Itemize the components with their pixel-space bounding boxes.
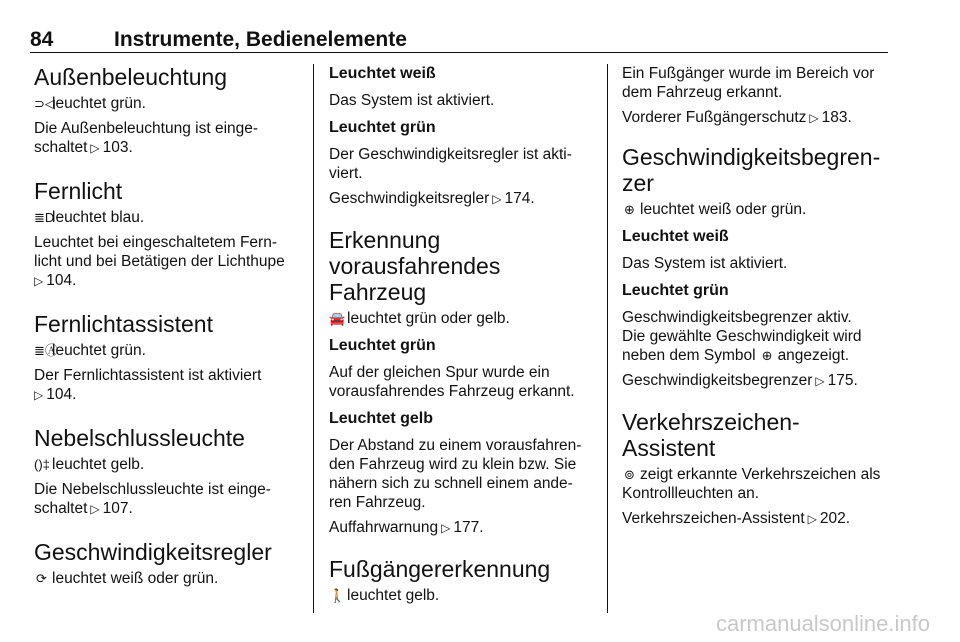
section-title: zer [622, 170, 654, 196]
page-ref-arrow-icon: ▷ [809, 111, 819, 125]
section-title: Geschwindigkeitsbegren- [622, 144, 881, 170]
section-title: Erkennung [329, 227, 441, 253]
body-text: Die gewählte Geschwindigkeit wird [622, 328, 862, 345]
page-ref[interactable]: 183. [821, 109, 852, 126]
section-title: Fernlicht [34, 178, 123, 204]
page-ref-arrow-icon: ▷ [492, 192, 502, 206]
body-text: vorausfahrendes Fahrzeug erkannt. [329, 383, 575, 400]
speed-limiter-icon: ⊕ [624, 202, 635, 217]
body-text: Leuchtet bei eingeschaltetem Fern- [34, 234, 277, 251]
body-text: Auffahrwarnung [329, 519, 439, 536]
page-ref[interactable]: 175. [827, 372, 858, 389]
body-text: Geschwindigkeitsbegrenzer [622, 372, 813, 389]
body-text: Geschwindigkeitsbegrenzer aktiv. [622, 309, 852, 326]
column-1 [34, 64, 302, 588]
subsection-title: Leuchtet grün [622, 282, 729, 299]
indicator-text: leuchtet grün. [52, 95, 146, 112]
section-title: Außenbeleuchtung [34, 64, 228, 90]
indicator-text: leuchtet grün. [52, 342, 146, 359]
body-text: Die Nebelschlussleuchte ist einge- [34, 481, 271, 498]
body-text: Der Abstand zu einem vorausfahren- [329, 437, 582, 454]
page-ref-arrow-icon: ▷ [34, 274, 44, 288]
subsection-title: Leuchtet weiß [329, 65, 436, 82]
page-ref[interactable]: 174. [504, 190, 535, 207]
section-title: Fernlichtassistent [34, 311, 213, 337]
body-text: zeigt erkannte Verkehrszeichen als [640, 466, 881, 483]
exterior-lights-icon: ⊃◁ [34, 96, 55, 111]
page-ref-arrow-icon: ▷ [34, 388, 44, 402]
page-ref[interactable]: 103. [102, 139, 133, 156]
body-text: den Fahrzeug wird zu klein bzw. Sie [329, 456, 577, 473]
body-text: licht und bei Betätigen der Lichthupe [34, 253, 285, 270]
subsection-title: Leuchtet weiß [622, 228, 729, 245]
page-header [30, 28, 888, 53]
traffic-sign-icon: ⊚ [624, 467, 635, 482]
body-text: Der Fernlichtassistent ist aktiviert [34, 367, 262, 384]
page-ref[interactable]: 177. [453, 519, 484, 536]
subsection-title: Leuchtet grün [329, 337, 436, 354]
body-text: Verkehrszeichen-Assistent [622, 510, 805, 527]
column-3 [622, 64, 892, 529]
high-beam-assist-icon: ≣Ⓐ [34, 343, 58, 358]
body-text: neben dem Symbol [622, 347, 756, 364]
column-divider [607, 64, 608, 613]
body-text: Die Außenbeleuchtung ist einge- [34, 120, 259, 137]
section-title: Nebelschlussleuchte [34, 425, 245, 451]
pedestrian-icon: 🚶 [329, 588, 346, 603]
body-text: angezeigt. [777, 347, 850, 364]
indicator-text: leuchtet weiß oder grün. [52, 570, 219, 587]
indicator-text: leuchtet gelb. [52, 456, 145, 473]
subsection-title: Leuchtet gelb [329, 410, 434, 427]
page-ref-arrow-icon: ▷ [815, 374, 825, 388]
page-ref[interactable]: 107. [102, 500, 133, 517]
subsection-title: Leuchtet grün [329, 119, 436, 136]
vehicle-ahead-icon: 🚘 [329, 311, 346, 326]
page-ref-arrow-icon: ▷ [441, 521, 451, 535]
body-text: dem Fahrzeug erkannt. [622, 84, 783, 101]
watermark: carmanualsonline.info [715, 611, 930, 636]
body-text: Geschwindigkeitsregler [329, 190, 490, 207]
speed-limiter-icon: ⊕ [761, 348, 773, 363]
body-text: Kontrollleuchten an. [622, 485, 760, 502]
page-ref[interactable]: 104. [46, 272, 77, 289]
body-text: schaltet [34, 500, 88, 517]
body-text: schaltet [34, 139, 88, 156]
body-text: Ein Fußgänger wurde im Bereich vor [622, 65, 875, 82]
section-title: vorausfahrendes Fahrzeug [329, 253, 501, 305]
body-text: nähern sich zu schnell einem ande- [329, 475, 573, 492]
body-text: Vorderer Fußgängerschutz [622, 109, 807, 126]
body-text: ren Fahrzeug. [329, 494, 426, 511]
section-title: Verkehrszeichen-Assistent [622, 409, 800, 461]
indicator-text: leuchtet gelb. [347, 587, 440, 604]
body-text: Der Geschwindigkeitsregler ist akti- [329, 146, 572, 163]
column-divider [313, 64, 314, 613]
page-number: 84 [30, 28, 54, 51]
page-ref[interactable]: 104. [46, 386, 77, 403]
indicator-text: leuchtet grün oder gelb. [347, 310, 510, 327]
page-ref-arrow-icon: ▷ [90, 502, 100, 516]
high-beam-icon: ≣D [34, 210, 55, 225]
body-text: viert. [329, 165, 363, 182]
indicator-text: leuchtet weiß oder grün. [640, 201, 807, 218]
rear-fog-icon: ()‡ [34, 457, 50, 472]
page-ref-arrow-icon: ▷ [90, 141, 100, 155]
page-ref[interactable]: 202. [819, 510, 851, 527]
body-text: Auf der gleichen Spur wurde ein [329, 364, 550, 381]
column-2 [329, 64, 597, 605]
page-ref-arrow-icon: ▷ [807, 512, 817, 526]
chapter-title: Instrumente, Bedienelemente [114, 28, 407, 51]
body-text: Das System ist aktiviert. [329, 92, 495, 109]
section-title: Fußgängererkennung [329, 556, 551, 582]
indicator-text: leuchtet blau. [52, 209, 145, 226]
section-title: Geschwindigkeitsregler [34, 539, 272, 565]
body-text: Das System ist aktiviert. [622, 255, 788, 272]
cruise-control-icon: ⟳ [36, 571, 47, 586]
